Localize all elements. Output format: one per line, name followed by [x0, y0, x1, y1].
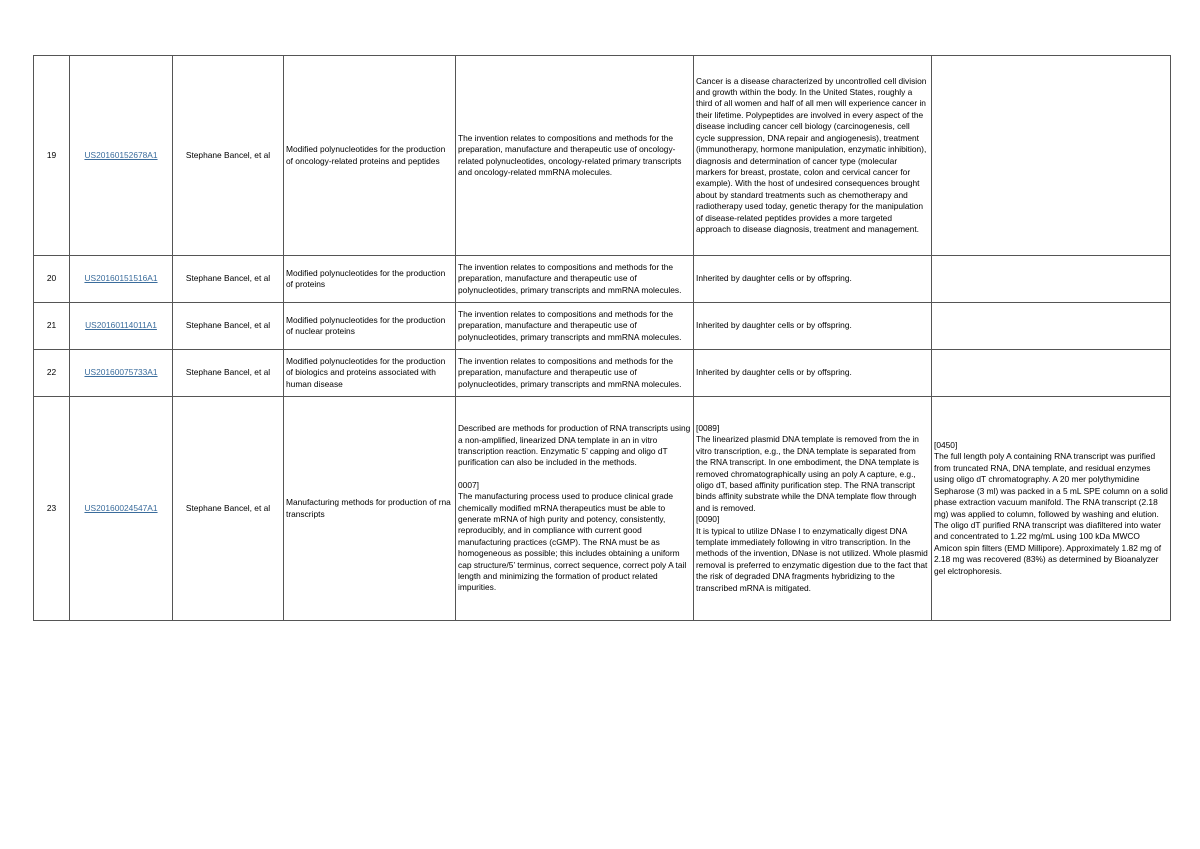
table-row: [34, 303, 1171, 350]
notes-cell: Inherited by daughter cells or by offspring.: [694, 256, 932, 303]
extra-cell: [932, 303, 1171, 350]
abstract-paragraph: 0007] The manufacturing process used to produce clinical grade chemically modified mRNA therapeutics must be able to generate mRNA of high purity and potency, consistently, reproducibly, and in compliance with current good manufacturing practices (cGMP). The RNA must be as homogeneous as possible; this includes obtaining a uniform cap structure/5’ terminus, correct sequence, correct poly A tail length and minimizing the formation of product related impurities.: [458, 479, 687, 593]
notes-cell: Inherited by daughter cells or by offspring.: [694, 350, 932, 397]
extra-cell: [932, 397, 1171, 621]
extra-cell: [932, 256, 1171, 303]
table-row: [34, 397, 1171, 621]
paragraph-gap: [458, 469, 691, 480]
abstract-cell: The invention relates to compositions and methods for the preparation, manufacture and therapeutic use of oncology-related polynucleotides, oncology-related primary transcripts and oncology-related mmRNA molecules.: [456, 56, 694, 256]
notes-cell: [694, 397, 932, 621]
table-row: [34, 56, 1171, 256]
patent-link[interactable]: US20160151516A1: [84, 273, 158, 284]
patent-link[interactable]: US20160114011A1: [85, 320, 157, 331]
abstract-cell: The invention relates to compositions and methods for the preparation, manufacture and therapeutic use of polynucleotides, primary transcripts and mmRNA molecules.: [456, 256, 694, 303]
title-cell: Manufacturing methods for production of rna transcripts: [284, 397, 456, 621]
row-number: 19: [34, 56, 70, 256]
title-cell: Modified polynucleotides for the production of biologics and proteins associated with human disease: [284, 350, 456, 397]
notes-cell: Inherited by daughter cells or by offspring.: [694, 303, 932, 350]
notes-cell: Cancer is a disease characterized by uncontrolled cell division and growth within the body. In the United States, roughly a third of all women and half of all men will experience cancer in their lifetime. Polypeptides are involved in every aspect of the disease including cancer cell biology (carcinogenesis, cell cycle suppression, DNA repair and angiogenesis), treatment (immunotherapy, hormone manipulation, enzymatic inhibition), diagnosis and determination of cancer type (molecular markers for breast, prostate, colon and cervical cancer for example). With the host of undesired consequences brought about by standard treatments such as chemotherapy and radiotherapy used today, genetic therapy for the manipulation of disease-related peptides provides a more targeted approach to disease diagnosis, treatment and management.: [694, 56, 932, 256]
table-row: [34, 350, 1171, 397]
row-number: 21: [34, 303, 70, 350]
row-number: 23: [34, 397, 70, 621]
inventor-cell: Stephane Bancel, et al: [173, 56, 284, 256]
row-number: 22: [34, 350, 70, 397]
patent-cell: [70, 350, 173, 397]
inventor-cell: Stephane Bancel, et al: [173, 350, 284, 397]
title-cell: Modified polynucleotides for the production of nuclear proteins: [284, 303, 456, 350]
patent-cell: [70, 397, 173, 621]
extra-cell: [932, 350, 1171, 397]
abstract-cell: The invention relates to compositions and methods for the preparation, manufacture and therapeutic use of polynucleotides, primary transcripts and mmRNA molecules.: [456, 350, 694, 397]
patent-cell: [70, 56, 173, 256]
notes-text: [0089] The linearized plasmid DNA template is removed from the in vitro transcription, e.g., the DNA template is separated from the RNA transcript. In one embodiment, the DNA template is removed chromatographically using an poly A capture, e.g., oligo dT, based affinity purification step. The RNA transcript binds affinity substrate while the DNA template flow through and is removed. [0090] It is typical to utilize DNase I to enzymatically digest DNA template immediately following in vitro transcription. In the methods of the invention, DNase is not utilized. Whole plasmid removal is preferred to enzymatic digestion due to the fact that the risk of degraded DNA fragments hybridizing to the transcribed mRNA is mitigated.: [696, 422, 928, 593]
abstract-paragraph: Described are methods for production of RNA transcripts using a non-amplified, linearized DNA template in an in vitro transcription reaction. Enzymatic 5’ capping and oligo dT purification can also be included in the methods.: [458, 423, 691, 468]
inventor-cell: Stephane Bancel, et al: [173, 303, 284, 350]
patent-cell: [70, 303, 173, 350]
row-number: 20: [34, 256, 70, 303]
title-cell: Modified polynucleotides for the production of proteins: [284, 256, 456, 303]
patent-cell: [70, 256, 173, 303]
extra-cell: [932, 56, 1171, 256]
extra-text: [0450] The full length poly A containing RNA transcript was purified from truncated RNA, DNA template, and residual enzymes using oligo dT chromatography. A 20 mer polythymidine Sepharose (3 ml) was packed in a 5 mL SPE column on a solid phase extraction vacuum manifold. The RNA transcript (2.18 mg) was applied to column, followed by washing and elution. The oligo dT purified RNA transcript was diafiltered into water and concentrated to 1.22 mg/mL using 100 kDa MWCO Amicon spin filters (EMD Millipore). Approximately 1.82 mg of 2.18 mg was recovered (83%) as determined by Bioanalyzer gel elctrophoresis.: [934, 440, 1168, 576]
table-row: [34, 256, 1171, 303]
patent-link[interactable]: US20160075733A1: [84, 367, 158, 378]
patent-table: [33, 55, 1171, 621]
inventor-cell: Stephane Bancel, et al: [173, 397, 284, 621]
patent-link[interactable]: US20160024547A1: [84, 502, 158, 513]
inventor-cell: Stephane Bancel, et al: [173, 256, 284, 303]
title-cell: Modified polynucleotides for the production of oncology-related proteins and peptides: [284, 56, 456, 256]
patent-link[interactable]: US20160152678A1: [84, 149, 158, 160]
abstract-cell: The invention relates to compositions and methods for the preparation, manufacture and therapeutic use of polynucleotides, primary transcripts and mmRNA molecules.: [456, 303, 694, 350]
abstract-cell: [456, 397, 694, 621]
